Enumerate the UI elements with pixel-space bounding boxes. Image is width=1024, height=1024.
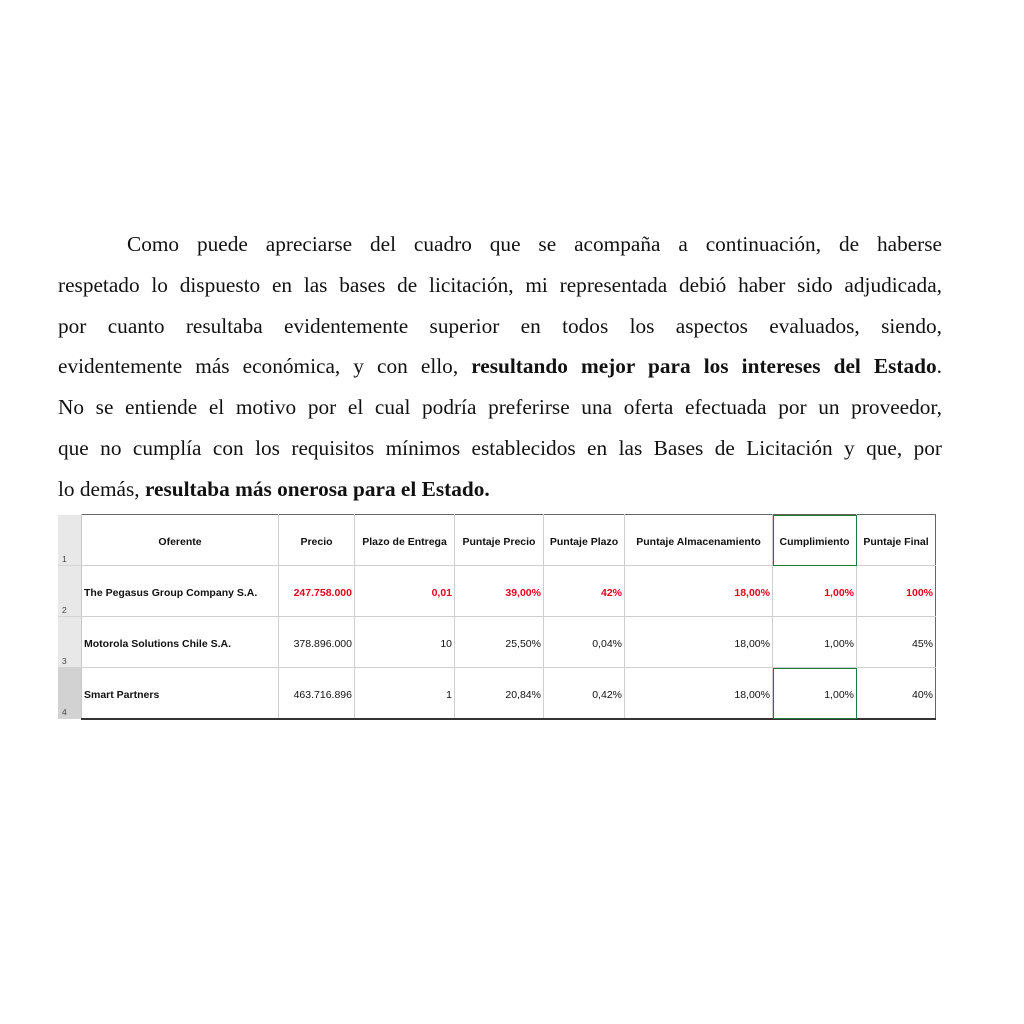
body-paragraph [58, 224, 942, 510]
header-cumplimiento: Cumplimiento [773, 515, 857, 566]
cell-cumplimiento: 1,00% [773, 668, 857, 719]
table-header-row [58, 515, 936, 566]
paragraph-line [58, 346, 942, 387]
cell-puntaje-plazo: 42% [544, 566, 625, 617]
header-puntaje-precio: Puntaje Precio [455, 515, 544, 566]
cell-puntaje-almacenamiento: 18,00% [625, 566, 773, 617]
cell-puntaje-final: 40% [857, 668, 936, 719]
paragraph-line: que no cumplía con los requisitos mínimos establecidos en las Bases de Licitación y que, por [58, 435, 942, 460]
cell-puntaje-almacenamiento: 18,00% [625, 668, 773, 719]
cell-puntaje-precio: 20,84% [455, 668, 544, 719]
table-row [58, 566, 936, 617]
cell-precio: 378.896.000 [279, 617, 355, 668]
header-puntaje-almacenamiento: Puntaje Almacenamiento [625, 515, 773, 566]
cell-plazo-entrega: 10 [355, 617, 455, 668]
emphasis-text: resultando mejor para los intereses del Estado [471, 354, 937, 379]
comparison-table [58, 514, 936, 720]
paragraph-line [58, 469, 942, 510]
paragraph-line: por cuanto resultaba evidentemente superior en todos los aspectos evaluados, siendo, [58, 313, 942, 338]
paragraph-line: respetado lo dispuesto en las bases de licitación, mi representada debió haber sido adjudicada, [58, 272, 942, 297]
row-number: 3 [58, 617, 82, 668]
paragraph-line: Como puede apreciarse del cuadro que se acompaña a continuación, de haberse [127, 232, 942, 256]
cell-puntaje-precio: 39,00% [455, 566, 544, 617]
cell-precio: 247.758.000 [279, 566, 355, 617]
cell-puntaje-final: 45% [857, 617, 936, 668]
cell-puntaje-plazo: 0,42% [544, 668, 625, 719]
table-row [58, 668, 936, 719]
cell-oferente: The Pegasus Group Company S.A. [82, 566, 279, 617]
cell-oferente: Motorola Solutions Chile S.A. [82, 617, 279, 668]
spreadsheet-excerpt [58, 514, 936, 720]
cell-puntaje-precio: 25,50% [455, 617, 544, 668]
header-precio: Precio [279, 515, 355, 566]
cell-cumplimiento: 1,00% [773, 566, 857, 617]
cell-puntaje-almacenamiento: 18,00% [625, 617, 773, 668]
header-oferente: Oferente [82, 515, 279, 566]
paragraph-text: . [936, 354, 942, 379]
emphasis-text: resultaba más onerosa para el Estado. [144, 476, 490, 501]
cell-plazo-entrega: 0,01 [355, 566, 455, 617]
cell-cumplimiento: 1,00% [773, 617, 857, 668]
paragraph-line: No se entiende el motivo por el cual podría preferirse una oferta efectuada por un proveedor, [58, 395, 942, 420]
cell-puntaje-plazo: 0,04% [544, 617, 625, 668]
cell-plazo-entrega: 1 [355, 668, 455, 719]
cell-precio: 463.716.896 [279, 668, 355, 719]
header-puntaje-final: Puntaje Final [857, 515, 936, 566]
row-number: 2 [58, 566, 82, 617]
paragraph-text: evidentemente más económica, y con ello, [58, 354, 472, 379]
row-number: 1 [58, 515, 82, 566]
cell-oferente: Smart Partners [82, 668, 279, 719]
paragraph-text: lo demás, [58, 476, 145, 501]
header-plazo-entrega: Plazo de Entrega [355, 515, 455, 566]
row-number: 4 [58, 668, 82, 719]
table-row [58, 617, 936, 668]
cell-puntaje-final: 100% [857, 566, 936, 617]
header-puntaje-plazo: Puntaje Plazo [544, 515, 625, 566]
